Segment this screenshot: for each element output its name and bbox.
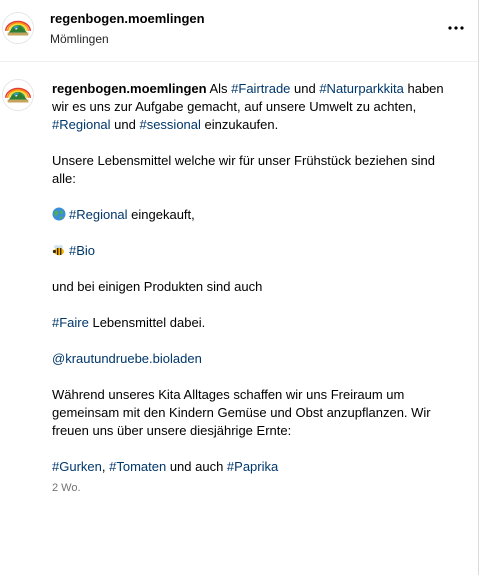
more-horizontal-icon <box>448 26 464 30</box>
profile-avatar[interactable] <box>2 12 34 44</box>
caption-text-segment: , <box>101 459 110 474</box>
caption-paragraph-products: und bei einigen Produkten sind auch <box>52 279 263 294</box>
caption-username[interactable]: regenbogen.moemlingen <box>52 81 207 96</box>
hashtag-regional[interactable]: #Regional <box>52 117 111 132</box>
caption-text-segment: haben wir es uns zur Aufgabe gemacht, auf unsere Umwelt zu achten, <box>52 81 444 114</box>
hashtag-tomaten[interactable]: #Tomaten <box>109 459 167 474</box>
caption-paragraph-faire <box>52 314 447 332</box>
hashtag-paprika[interactable]: #Paprika <box>226 459 279 474</box>
caption-text-segment: und <box>110 117 140 132</box>
rainbow-logo-icon <box>3 13 33 43</box>
more-options-button[interactable] <box>444 16 468 40</box>
post-timestamp[interactable]: 2 Wo. <box>52 482 81 494</box>
bee-emoji-icon <box>52 243 66 257</box>
caption-text-segment: eingekauft, <box>127 207 195 222</box>
post-header <box>0 0 478 62</box>
caption-text-segment: Lebensmittel dabei. <box>88 315 206 330</box>
caption-text-segment: Als <box>206 81 232 96</box>
hashtag-naturparkkita[interactable]: #Naturparkkita <box>319 81 404 96</box>
hashtag-bio[interactable]: #Bio <box>69 243 96 258</box>
rainbow-logo-icon <box>3 80 33 110</box>
caption-paragraph-garden: Während unseres Kita Alltages schaffen wir uns Freiraum um gemeinsam mit den Kindern Gemüse und Obst anzupflanzen. Wir freuen uns über unsere diesjährige Ernte: <box>52 387 431 438</box>
hashtag-regional-2[interactable]: #Regional <box>69 207 128 222</box>
mention-krautundruebe[interactable]: @krautundruebe.bioladen <box>52 351 202 366</box>
location-link[interactable]: Mömlingen <box>50 32 109 46</box>
hashtag-gurken[interactable]: #Gurken <box>52 459 102 474</box>
globe-emoji-icon <box>52 207 66 221</box>
caption-text-segment: und <box>290 81 320 96</box>
caption-avatar[interactable] <box>2 79 34 111</box>
caption-section <box>0 62 478 494</box>
hashtag-sessional[interactable]: #sessional <box>139 117 201 132</box>
caption-text-segment: einzukaufen. <box>200 117 279 132</box>
caption-paragraph-mention <box>52 350 447 368</box>
hashtag-fairtrade[interactable]: #Fairtrade <box>231 81 291 96</box>
caption-paragraph-intro <box>52 80 447 134</box>
header-username[interactable]: regenbogen.moemlingen <box>50 11 205 26</box>
caption-paragraph-regional <box>52 206 447 224</box>
caption-paragraph-food: Unsere Lebensmittel welche wir für unser Frühstück beziehen sind alle: <box>52 153 435 186</box>
caption-text <box>52 80 447 476</box>
caption-text-segment: und auch <box>166 459 227 474</box>
hashtag-faire[interactable]: #Faire <box>52 315 89 330</box>
caption-paragraph-harvest <box>52 458 447 476</box>
caption-paragraph-bio <box>52 242 447 260</box>
